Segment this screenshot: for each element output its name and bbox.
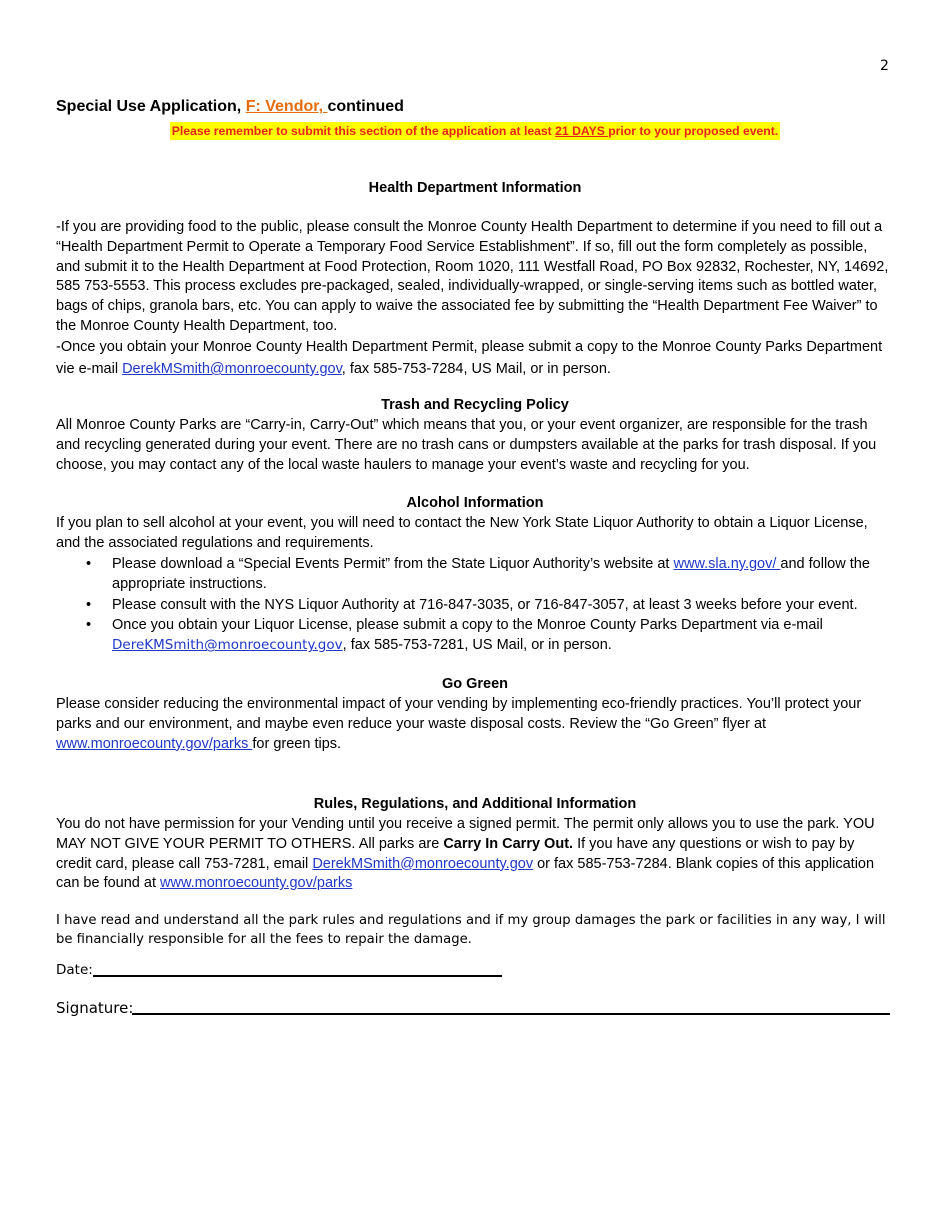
rules-heading: Rules, Regulations, and Additional Information bbox=[313, 796, 637, 812]
rules-bold: Carry In Carry Out. bbox=[443, 835, 574, 852]
alcohol-email-link[interactable]: DereKMSmith@monroecounty.gov bbox=[112, 637, 343, 654]
green-before: Please consider reducing the environmental impact of your vending by implementing eco-friendly practices. You’ll protect your parks and our environment, and maybe even reduce your waste disposal costs. Review the “Go Green” flyer at bbox=[56, 696, 862, 732]
bullet2-text: Please consult with the NYS Liquor Authority at 716-847-3035, or 716-847-3057, at least 3 weeks before your event. bbox=[112, 596, 858, 613]
bullet3-before: Once you obtain your Liquor License, please submit a copy to the Monroe County Parks Department via e-mail bbox=[112, 617, 823, 634]
rules-parks-link[interactable]: www.monroecounty.gov/parks bbox=[160, 875, 353, 892]
date-field[interactable] bbox=[93, 975, 502, 977]
bullet-dot: • bbox=[86, 556, 92, 572]
signature-field[interactable] bbox=[132, 1013, 890, 1015]
rules-paragraph bbox=[56, 815, 892, 894]
signature-label: Signature: bbox=[56, 999, 134, 1017]
health-heading: Health Department Information bbox=[368, 180, 582, 196]
alcohol-paragraph: If you plan to sell alcohol at your event, you will need to contact the New York State Liquor Authority to obtain a Liquor License, and the associated regulations and requirements. bbox=[56, 515, 868, 551]
trash-paragraph: All Monroe County Parks are “Carry-in, Carry-Out” which means that you, or your event organizer, are responsible for the trash and recycling generated during your event. There are no trash cans or dumpsters available at the parks for trash disposal. If you choose, you may contact any of the local waste haulers to manage your event’s waste and recycling for you. bbox=[56, 417, 877, 473]
bullet3-after: , fax 585-753-7281, US Mail, or in person. bbox=[342, 637, 612, 654]
title-prefix: Special Use Application, bbox=[56, 98, 246, 115]
title-suffix: continued bbox=[327, 98, 404, 115]
alcohol-bullet-list bbox=[56, 555, 892, 657]
green-heading: Go Green bbox=[441, 676, 509, 692]
page-title bbox=[56, 98, 404, 116]
date-label: Date: bbox=[56, 962, 93, 978]
title-section: F: Vendor, bbox=[245, 98, 328, 115]
health-para2-after: , fax 585-753-7284, US Mail, or in person. bbox=[341, 361, 611, 377]
rules-before: You do not have permission for your Vending until you receive a signed permit. The permit only allows you to use the park. YOU MAY NOT GIVE YOUR PERMIT TO OTHERS. All parks are bbox=[56, 816, 875, 852]
alcohol-bullet-1 bbox=[56, 555, 892, 595]
alcohol-bullet-3 bbox=[56, 616, 892, 656]
green-paragraph bbox=[56, 695, 892, 754]
bullet1-after: and follow the appropriate instructions. bbox=[112, 556, 870, 592]
trash-heading: Trash and Recycling Policy bbox=[381, 397, 569, 413]
bullet-dot: • bbox=[86, 617, 92, 634]
health-email-link[interactable]: DerekMSmith@monroecounty.gov bbox=[122, 361, 342, 377]
rules-email-link[interactable]: DerekMSmith@monroecounty.gov bbox=[312, 855, 534, 872]
acknowledgement-text: I have read and understand all the park rules and regulations and if my group damages the park or facilities in any way, I will be financially responsible for all the fees to repair the damage. bbox=[56, 913, 886, 947]
reminder-text bbox=[170, 122, 780, 140]
rules-mid: If you have any questions or wish to pay by credit card, please call 753-7281, email bbox=[56, 835, 855, 872]
page-number: 2 bbox=[880, 58, 889, 74]
green-after: for green tips. bbox=[252, 735, 342, 752]
bullet1-before: Please download a “Special Events Permit” from the State Liquor Authority’s website at bbox=[112, 556, 674, 572]
sla-website-link[interactable]: www.sla.ny.gov/ bbox=[673, 556, 781, 572]
alcohol-heading: Alcohol Information bbox=[406, 495, 544, 511]
alcohol-bullet-2 bbox=[56, 596, 892, 616]
health-para2-before: -Once you obtain your Monroe County Health Department Permit, please submit a copy to the Monroe County Parks Department vie e-mail bbox=[56, 339, 883, 377]
parks-link[interactable]: www.monroecounty.gov/parks bbox=[56, 735, 253, 752]
reminder-before: Please remember to submit this section of the application at least bbox=[171, 124, 556, 138]
reminder-banner bbox=[0, 122, 950, 140]
bullet-dot: • bbox=[86, 596, 92, 613]
health-paragraph-1: -If you are providing food to the public, please consult the Monroe County Health Department to determine if you need to fill out a “Health Department Permit to Operate a Temporary Food Service Establishment”. If so, fill out the form completely as possible, and submit it to the Health Department at Food Protection, Room 1020, 111 Westfall Road, PO Box 92832, Rochester, NY, 14692, 585 753-5553. This process excludes pre-packaged, sealed, individually-wrapped, or single-serving items such as bottled water, bags of chips, granola bars, etc. You can apply to waive the associated fee by submitting the “Health Department Fee Waiver” to the Monroe County Health Department, too. bbox=[56, 219, 889, 334]
health-paragraph-2 bbox=[56, 336, 892, 380]
reminder-days: 21 DAYS bbox=[555, 124, 609, 138]
rules-after: or fax 585-753-7284. Blank copies of this application can be found at bbox=[56, 855, 875, 892]
reminder-after: prior to your proposed event. bbox=[608, 124, 779, 138]
